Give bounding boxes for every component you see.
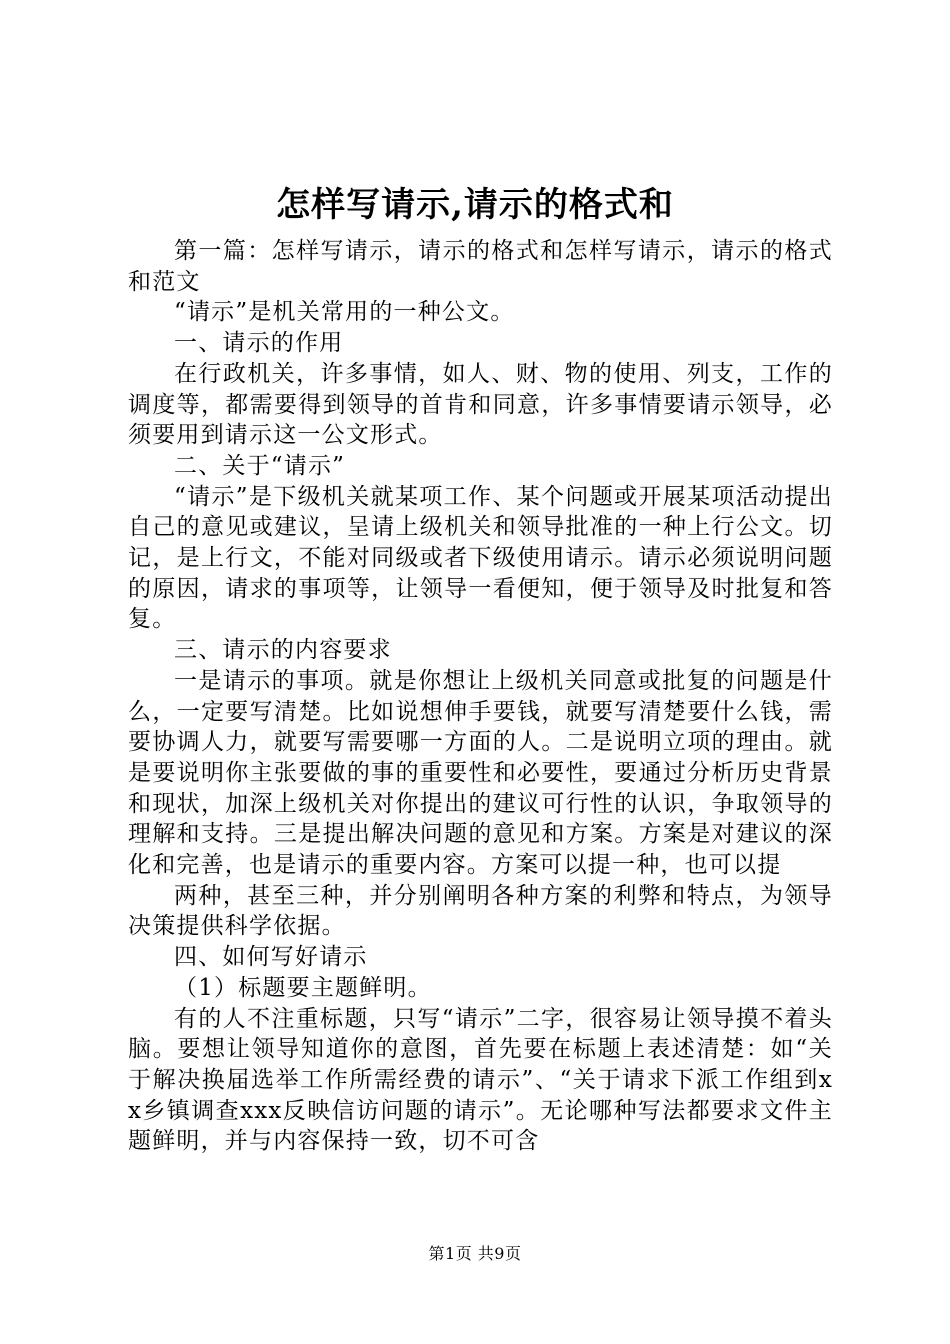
paragraph-6: 两种，甚至三种，并分别阐明各种方案的利弊和特点，为领导决策提供科学依据。 bbox=[128, 882, 833, 940]
paragraph-1: 第一篇：怎样写请示，请示的格式和怎样写请示，请示的格式和范文 bbox=[128, 238, 833, 295]
section-heading-1: 一、请示的作用 bbox=[174, 330, 344, 357]
paragraph-2: “请示”是机关常用的一种公文。 bbox=[174, 299, 515, 326]
paragraph-4: “请示”是下级机关就某项工作、某个问题或开展某项活动提出自己的意见或建议，呈请上级机关和领导批准的一种上行公文。切记，是上行文，不能对同级或者下级使用请示。请示必须说明问题的原因，请求的事项等，让领导一看便知，便于领导及时批复和答复。 bbox=[128, 483, 833, 633]
document-title: 怎样写请示,请示的格式和 bbox=[276, 185, 674, 225]
subheading-1: （1）标题要主题鲜明。 bbox=[174, 974, 432, 1001]
paragraph-7: 有的人不注重标题，只写“请示”二字，很容易让领导摸不着头脑。要想让领导知道你的意图，首先要在标题上表述清楚：如“关于解决换届选举工作所需经费的请示”、“关于请求下派工作组到xx乡镇调查xxx反映信访问题的请示”。无论哪种写法都要求文件主题鲜明，并与内容保持一致，切不可含 bbox=[128, 1005, 833, 1155]
page-number-footer: 第1页 共9页 bbox=[428, 1244, 522, 1263]
paragraph-3: 在行政机关，许多事情，如人、财、物的使用、列支，工作的调度等，都需要得到领导的首肯和同意，许多事情要请示领导，必须要用到请示这一公文形式。 bbox=[128, 360, 833, 449]
section-heading-3: 三、请示的内容要求 bbox=[174, 637, 392, 664]
section-heading-4: 四、如何写好请示 bbox=[174, 944, 368, 971]
section-heading-2: 二、关于“请示” bbox=[174, 452, 346, 479]
paragraph-5: 一是请示的事项。就是你想让上级机关同意或批复的问题是什么，一定要写清楚。比如说想伸手要钱，就要写清楚要什么钱，需要协调人力，就要写需要哪一方面的人。二是说明立项的理由。就是要说明你主张要做的事的重要性和必要性，要通过分析历史背景和现状，加深上级机关对你提出的建议可行性的认识，争取领导的理解和支持。三是提出解决问题的意见和方案。方案是对建议的深化和完善，也是请示的重要内容。方案可以提一种，也可以提 bbox=[128, 667, 833, 879]
document-body bbox=[128, 236, 833, 1157]
